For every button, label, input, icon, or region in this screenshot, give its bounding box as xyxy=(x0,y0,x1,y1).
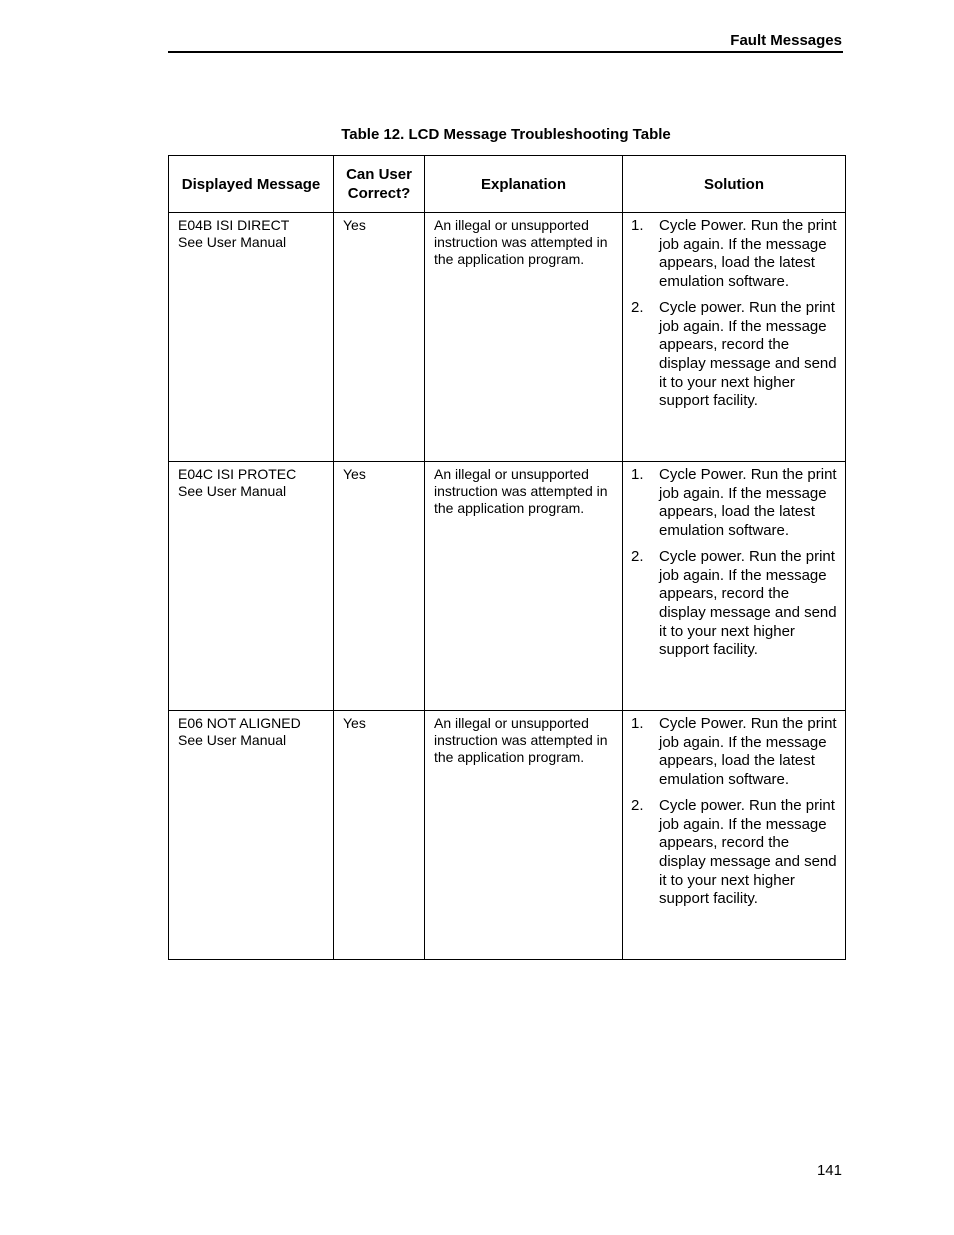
troubleshooting-table xyxy=(168,155,846,960)
can-user-correct-cell: Yes xyxy=(334,711,425,960)
message-code: E04B ISI DIRECT xyxy=(178,217,290,233)
table-caption: Table 12. LCD Message Troubleshooting Table xyxy=(341,126,671,143)
displayed-message-cell xyxy=(169,711,334,960)
step-number: 1. xyxy=(631,466,644,483)
explanation-cell: An illegal or unsupported instruction was attempted in the application program. xyxy=(425,213,623,462)
step-text: Cycle power. Run the print job again. If the message appears, record the display message and send it to your next higher support facility. xyxy=(659,796,837,908)
step-number: 2. xyxy=(631,547,644,565)
message-subtext: See User Manual xyxy=(178,234,287,250)
solution-steps xyxy=(631,466,839,660)
solution-step xyxy=(631,797,839,909)
explanation-cell: An illegal or unsupported instruction was attempted in the application program. xyxy=(425,462,623,711)
solution-step xyxy=(631,299,839,411)
can-user-correct-cell: Yes xyxy=(334,213,425,462)
message-subtext: See User Manual xyxy=(178,483,287,499)
solution-cell xyxy=(623,462,846,711)
solution-cell xyxy=(623,213,846,462)
header-rule xyxy=(168,51,843,53)
message-subtext: See User Manual xyxy=(178,732,287,748)
can-user-correct-cell: Yes xyxy=(334,462,425,711)
solution-steps xyxy=(631,715,839,909)
solution-step xyxy=(631,715,839,790)
step-text: Cycle power. Run the print job again. If the message appears, record the display message and send it to your next higher support facility. xyxy=(659,547,837,659)
column-header-explanation: Explanation xyxy=(425,156,623,213)
explanation-cell: An illegal or unsupported instruction was attempted in the application program. xyxy=(425,711,623,960)
step-text: Cycle Power. Run the print job again. If the message appears, load the latest emulation software. xyxy=(659,715,837,789)
column-header-can-user-correct xyxy=(334,156,425,213)
solution-step xyxy=(631,548,839,660)
step-text: Cycle Power. Run the print job again. If the message appears, load the latest emulation software. xyxy=(659,466,837,540)
solution-steps xyxy=(631,217,839,411)
page-number: 141 xyxy=(816,1162,842,1179)
column-header-displayed-message: Displayed Message xyxy=(169,156,334,213)
message-code: E06 NOT ALIGNED xyxy=(178,715,301,731)
displayed-message-cell xyxy=(169,213,334,462)
table-row xyxy=(169,213,846,462)
running-head: Fault Messages xyxy=(730,32,842,49)
message-code: E04C ISI PROTEC xyxy=(178,466,297,482)
step-number: 2. xyxy=(631,298,644,316)
column-header-can-user-correct-text: Can User Correct? xyxy=(346,166,412,202)
step-text: Cycle Power. Run the print job again. If the message appears, load the latest emulation software. xyxy=(659,217,837,291)
solution-step xyxy=(631,466,839,541)
solution-cell xyxy=(623,711,846,960)
table-row xyxy=(169,711,846,960)
displayed-message-cell xyxy=(169,462,334,711)
step-number: 1. xyxy=(631,217,644,234)
column-header-solution: Solution xyxy=(623,156,846,213)
step-text: Cycle power. Run the print job again. If the message appears, record the display message and send it to your next higher support facility. xyxy=(659,298,837,410)
table-row xyxy=(169,462,846,711)
step-number: 1. xyxy=(631,715,644,732)
solution-step xyxy=(631,217,839,292)
step-number: 2. xyxy=(631,796,644,814)
table-header-row xyxy=(169,156,846,213)
